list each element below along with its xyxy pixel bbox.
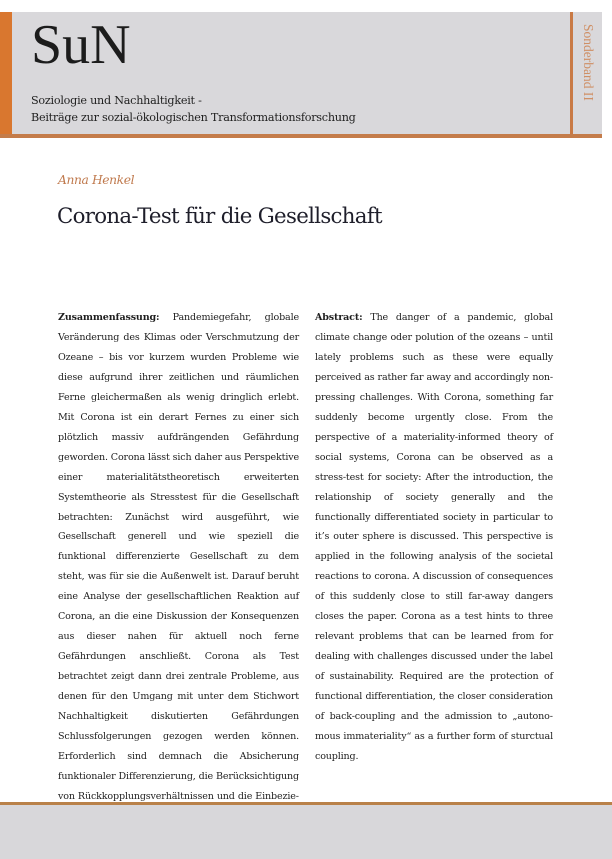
header-accent-bar: [0, 12, 12, 134]
abstract-german: [58, 308, 299, 847]
abstract-german-text: Pandemiegefahr, globale Veränderung des Klimas oder Verschmutzung der Ozeane – bis vor kurzem wurden Probleme wie diese aufgrund ihrer zeitlichen und räumlichen Ferne gleichermaßen als wenig dringlich erlebt. Mit Corona ist ein derart Fernes zu einer sich plötzlich massiv aufdrängenden Gefährdung geworden. Corona lässt sich daher aus Perspektive einer materialitätstheoretisch erweiterten Systemtheorie als Stresstest für die Gesellschaft betrachten: Zunächst wird ausgeführt, wie Gesellschaft generell und wie speziell die funktional differenzierte Gesellschaft zu dem steht, was für sie die Außenwelt ist. Darauf beruht eine Analyse der gesellschaftlichen Reaktion auf Corona, an die eine Diskussion der Konsequenzen aus dieser nahen für aktuell noch ferne Gefährdungen anschließt. Corona als Test betrachtet zeigt dann drei zentrale Probleme, aus denen für den Umgang mit unter dem Stichwort Nachhaltigkeit diskutierten Gefährdungen Schlussfolgerungen gezogen werden können. Erforderlich sind demnach die Absicherung funktionaler Differenzierung, die Berücksichtigung von Rückkopplungsverhältnissen und die Einbezie: [58, 312, 299, 802]
abstract-english: [315, 308, 553, 767]
volume-label: Sonderband II: [581, 24, 596, 101]
author-name: Anna Henkel: [58, 173, 135, 187]
journal-subtitle: [31, 92, 356, 126]
footer-band: [0, 805, 612, 859]
header-rule: [0, 134, 602, 138]
header-divider: [570, 12, 573, 134]
journal-logo: SuN: [31, 14, 131, 76]
abstract-german-label: Zusammenfassung:: [58, 312, 160, 323]
abstract-english-label: Abstract:: [315, 312, 363, 323]
journal-subtitle-line2: Beiträge zur sozial-ökologischen Transformationsforschung: [31, 111, 356, 124]
journal-subtitle-line1: Soziologie und Nachhaltigkeit -: [31, 94, 202, 107]
abstract-english-text: The danger of a pandemic, global climate change oder polution of the ozeans – until lately problems such as these were equally perceived as rather far away and accordingly non-pressing challenges. With Corona, something far suddenly become urgently close. From the perspective of a materiality-informed theory of social systems, Corona can be observed as a stress-test for society: After the introduction, the relationship of society generally and the functionally differentiated society in particular to it’s outer sphere is discussed. This perspective is applied in the following analysis of the societal reactions to corona. A discussion of consequences of this suddenly close to still far-away dangers closes the paper. Corona as a test hints to three relevant problems that can be learned from for dealing with challenges discussed under the label of sustainability. Required are the protection of functional differentiation, the closer consideration of back-coupling and the admission to „autonomous immateriality“ as a further form of sturctual coupling.: [315, 312, 553, 762]
article-title: Corona-Test für die Gesellschaft: [57, 204, 382, 229]
